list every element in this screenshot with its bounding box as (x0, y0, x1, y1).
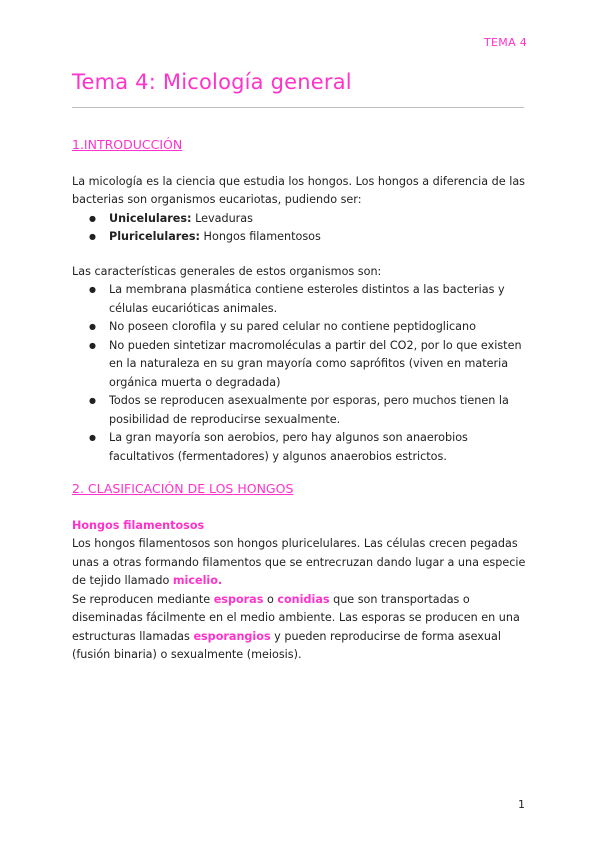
organism-types-list (72, 210, 528, 247)
keyword-conidias: conidias (277, 592, 330, 606)
keyword-esporas: esporas (213, 592, 264, 606)
list-item: ● No poseen clorofila y su pared celular no contiene peptidoglicano (109, 318, 528, 337)
filamentous-paragraph-1: Los hongos filamentosos son hongos pluricelulares. Las células crecen pegadas unas a otras formando filamentos que se entrecruzan dando lugar a una especie de tejido llamado micelio. (72, 537, 526, 587)
keyword-esporangios: esporangios (193, 629, 271, 643)
list-item-term: Unicelulares: (109, 211, 192, 225)
page-number: 1 (518, 798, 525, 811)
list-item: ● La membrana plasmática contiene esteroles distintos a las bacterias y células eucarióticas animales. (109, 281, 528, 318)
filamentous-paragraph-2: Se reproducen mediante esporas o conidias que son transportadas o diseminadas fácilmente en el medio ambiente. Las esporas se producen en una estructuras llamadas esporangios y pueden reproducirse de forma asexual (fusión binaria) o sexualmente (meiosis). (72, 592, 520, 661)
list-item: ● No pueden sintetizar macromoléculas a partir del CO2, por lo que existen en la naturaleza en su gran mayoría como saprófitos (viven en materia orgánica muerta o degradada) (109, 337, 528, 393)
header-tag: TEMA 4 (484, 36, 527, 49)
characteristics-list (72, 281, 528, 466)
subheading-filamentous: Hongos filamentosos (72, 518, 205, 532)
page-title: Tema 4: Micología general (72, 70, 352, 94)
list-item (109, 228, 528, 247)
list-item: ● Todos se reproducen asexualmente por esporas, pero muchos tienen la posibilidad de reproducirse sexualmente. (109, 392, 528, 429)
document-body (72, 136, 528, 665)
section-heading-introduction: 1.INTRODUCCIÓN (72, 137, 183, 152)
section-heading-classification: 2. CLASIFICACIÓN DE LOS HONGOS (72, 481, 294, 496)
list-item: ● La gran mayoría son aerobios, pero hay algunos son anaerobios facultativos (fermentadores) y algunos anaerobios estrictos. (109, 429, 528, 466)
intro-paragraph: La micología es la ciencia que estudia los hongos. Los hongos a diferencia de las bacterias son organismos eucariotas, pudiendo ser: (72, 174, 526, 206)
title-divider (72, 107, 524, 108)
list-item (109, 210, 528, 229)
list-item-desc: Hongos filamentosos (200, 230, 321, 243)
list-item-term: Pluricelulares: (109, 230, 200, 243)
list-item-desc: Levaduras (191, 211, 253, 225)
keyword-micelio: micelio. (172, 574, 223, 587)
characteristics-intro: Las características generales de estos organismos son: (72, 264, 382, 278)
